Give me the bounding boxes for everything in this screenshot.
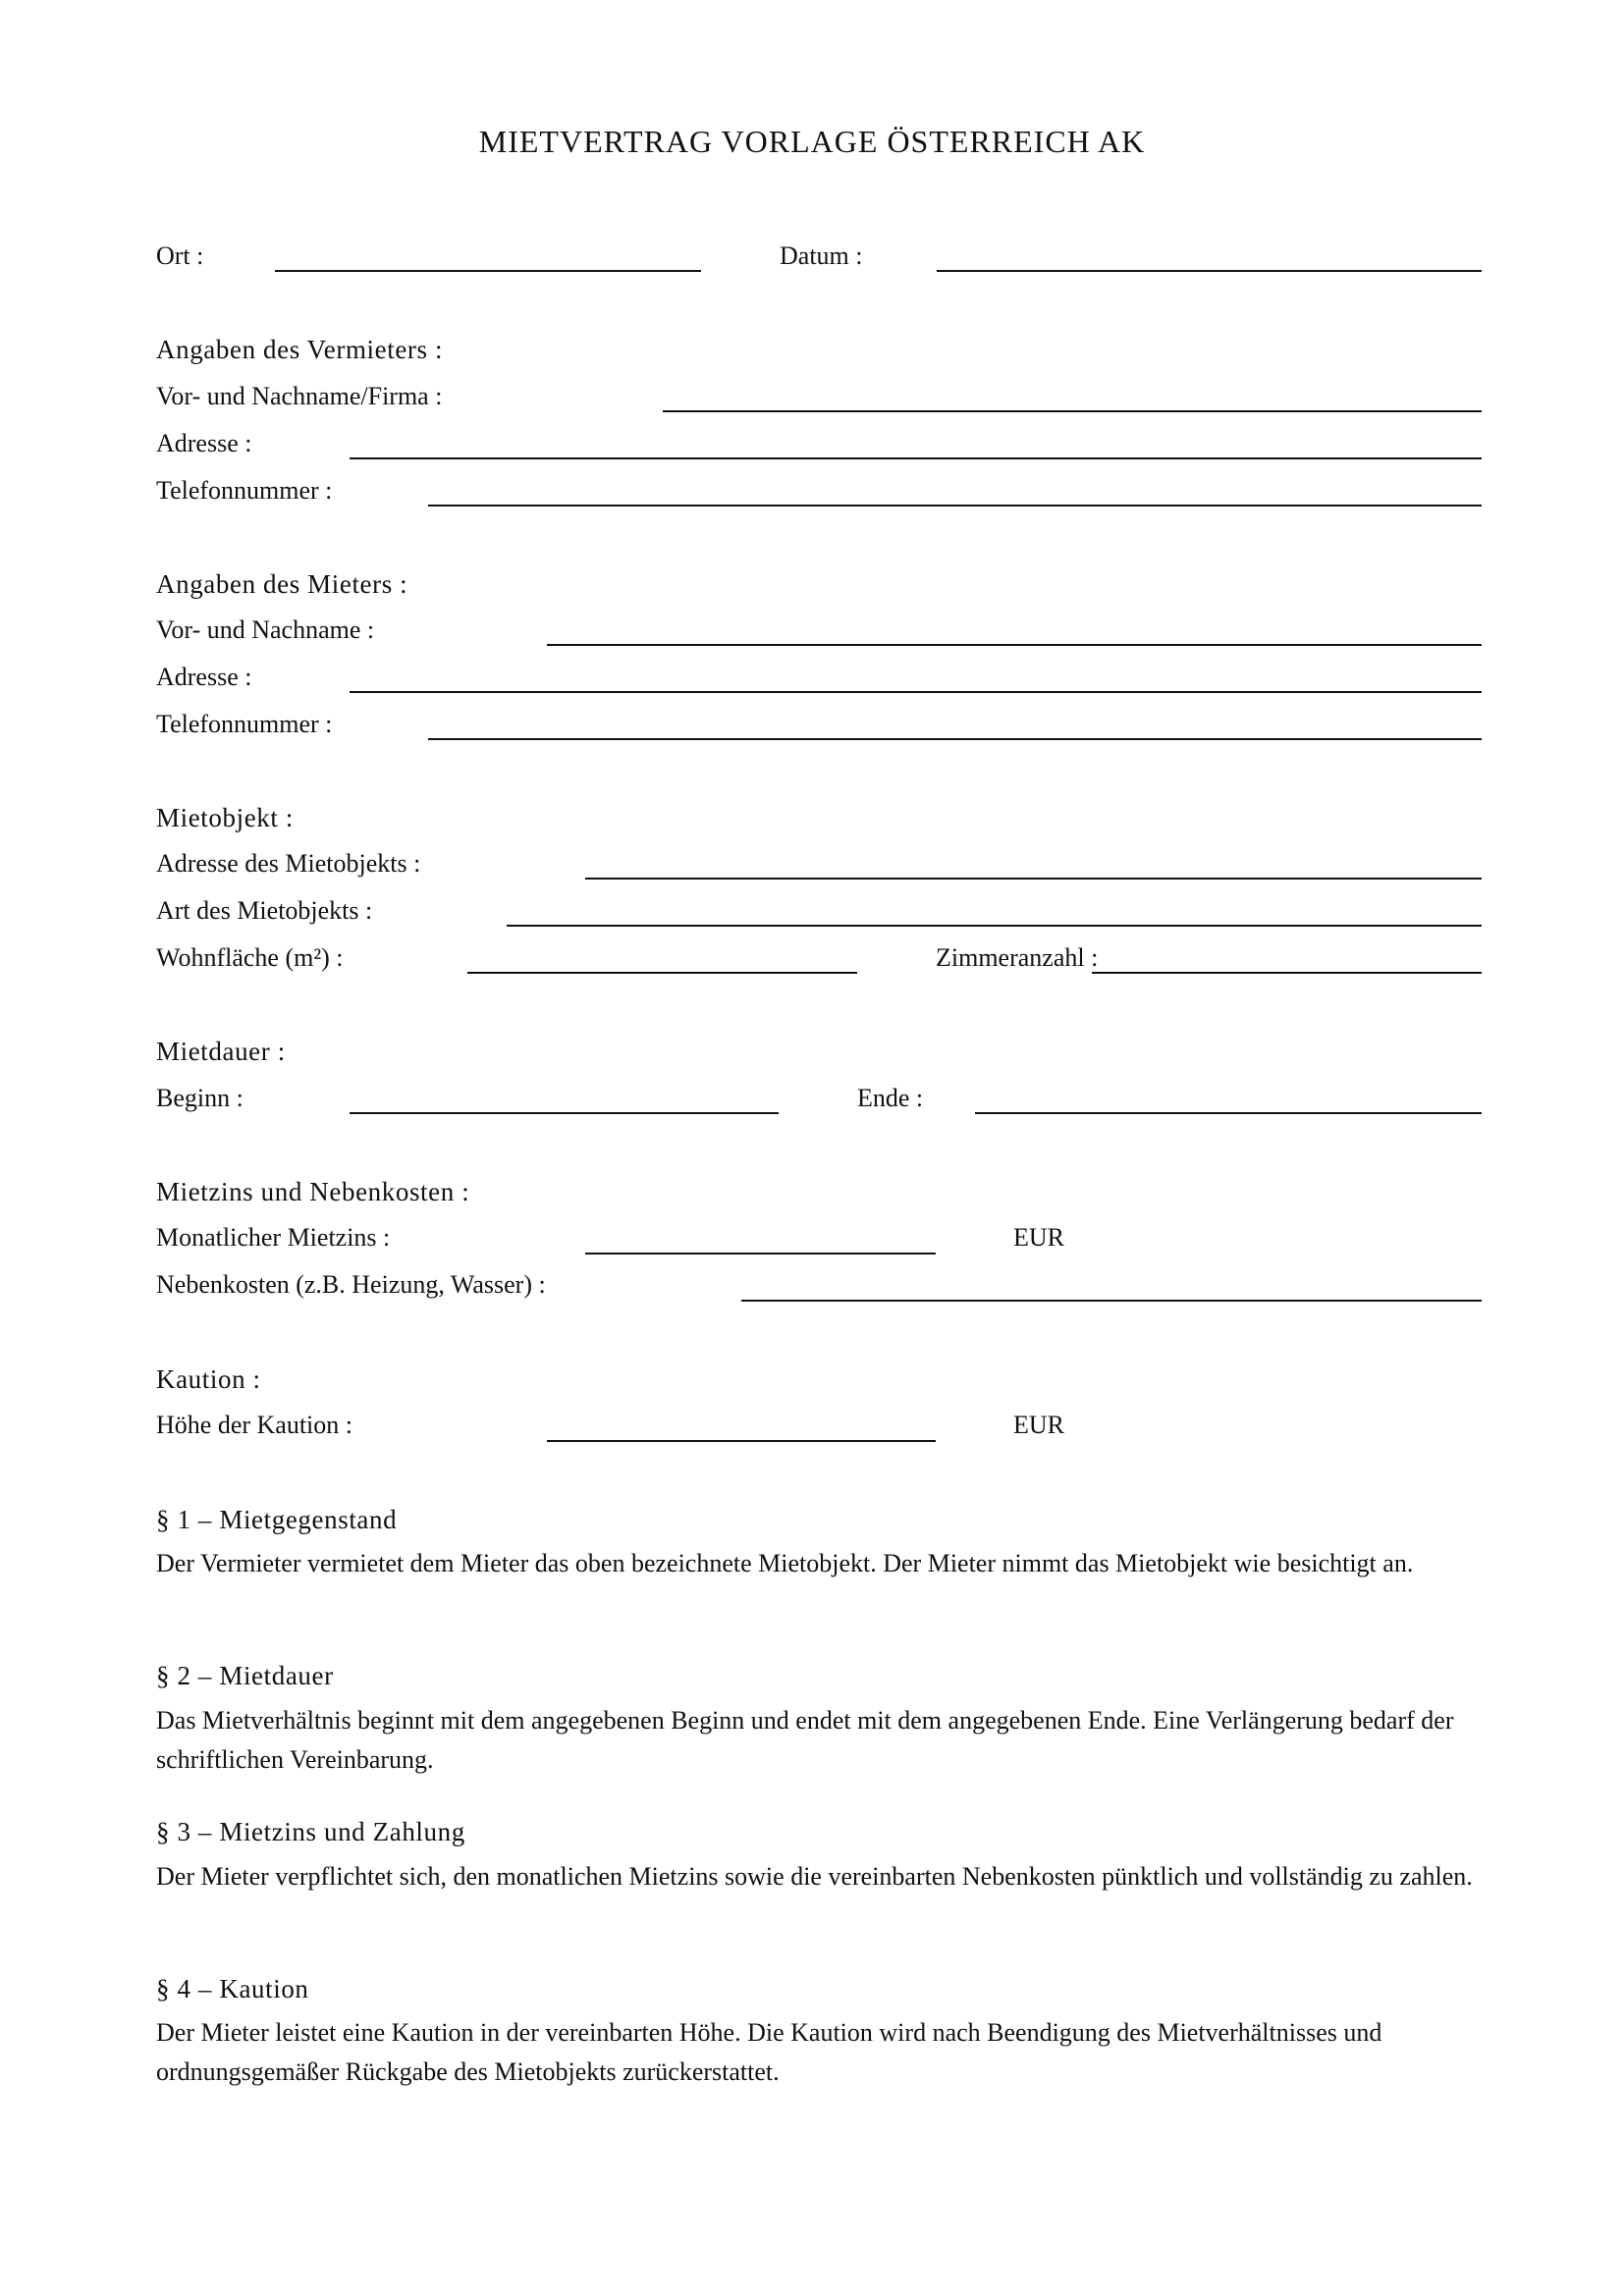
- section-4-heading: § 4 – Kaution: [156, 1974, 309, 2003]
- nebenkosten-field[interactable]: [741, 1300, 1482, 1302]
- kaution-unit: EUR: [1013, 1411, 1064, 1439]
- mietzins-label: Monatlicher Mietzins :: [156, 1223, 391, 1252]
- beginn-field[interactable]: [350, 1112, 779, 1114]
- vermieter-name-field[interactable]: [663, 410, 1482, 412]
- page-title: MIETVERTRAG VORLAGE ÖSTERREICH AK: [478, 124, 1146, 159]
- vermieter-telefon-label: Telefonnummer :: [156, 476, 333, 505]
- mieter-name-field[interactable]: [547, 644, 1482, 646]
- mieter-adresse-label: Adresse :: [156, 663, 252, 691]
- section-1-text: Der Vermieter vermietet dem Mieter das oben bezeichnete Mietobjekt. Der Mieter nimmt das Mietobjekt wie besichtigt an.: [156, 1549, 1414, 1577]
- ort-field[interactable]: [275, 270, 701, 272]
- mieter-telefon-field[interactable]: [428, 738, 1482, 740]
- mietobjekt-art-label: Art des Mietobjekts :: [156, 896, 373, 925]
- section-4-text: Der Mieter leistet eine Kaution in der vereinbarten Höhe. Die Kaution wird nach Beendigung des Mietverhältnisses und ordnungsgemäßer Rückgabe des Mietobjekts zurückerstattet.: [156, 2018, 1382, 2086]
- mieter-telefon-label: Telefonnummer :: [156, 710, 333, 738]
- mietdauer-heading: Mietdauer :: [156, 1037, 286, 1066]
- mietzins-field[interactable]: [585, 1253, 936, 1255]
- vermieter-heading: Angaben des Vermieters :: [156, 335, 444, 364]
- datum-field[interactable]: [937, 270, 1482, 272]
- mieter-adresse-field[interactable]: [350, 691, 1482, 693]
- kaution-hoehe-label: Höhe der Kaution :: [156, 1411, 353, 1439]
- mietzins-unit: EUR: [1013, 1223, 1064, 1252]
- kosten-heading: Mietzins und Nebenkosten :: [156, 1177, 470, 1206]
- mietobjekt-heading: Mietobjekt :: [156, 803, 294, 832]
- mieter-name-label: Vor- und Nachname :: [156, 615, 375, 644]
- beginn-label: Beginn :: [156, 1084, 244, 1112]
- section-2-text: Das Mietverhältnis beginnt mit dem angegebenen Beginn und endet mit dem angegebenen Ende. Eine Verlängerung bedarf der schriftlichen Vereinbarung.: [156, 1706, 1454, 1774]
- kaution-heading: Kaution :: [156, 1364, 261, 1394]
- section-3-heading: § 3 – Mietzins und Zahlung: [156, 1817, 465, 1846]
- mietobjekt-adresse-label: Adresse des Mietobjekts :: [156, 849, 421, 878]
- datum-label: Datum :: [780, 241, 863, 270]
- ende-field[interactable]: [975, 1112, 1482, 1114]
- zimmeranzahl-label: Zimmeranzahl :: [936, 943, 1099, 972]
- wohnflaeche-label: Wohnfläche (m²) :: [156, 943, 344, 972]
- mietobjekt-adresse-field[interactable]: [585, 878, 1482, 880]
- kaution-hoehe-field[interactable]: [547, 1440, 936, 1442]
- ende-label: Ende :: [857, 1084, 924, 1112]
- vermieter-telefon-field[interactable]: [428, 505, 1482, 507]
- zimmeranzahl-field[interactable]: [1092, 972, 1482, 974]
- section-1-heading: § 1 – Mietgegenstand: [156, 1505, 398, 1534]
- mietobjekt-art-field[interactable]: [507, 925, 1482, 927]
- ort-label: Ort :: [156, 241, 204, 270]
- mieter-heading: Angaben des Mieters :: [156, 569, 408, 599]
- vermieter-adresse-label: Adresse :: [156, 429, 252, 457]
- nebenkosten-label: Nebenkosten (z.B. Heizung, Wasser) :: [156, 1270, 546, 1299]
- vermieter-adresse-field[interactable]: [350, 457, 1482, 459]
- wohnflaeche-field[interactable]: [467, 972, 857, 974]
- vermieter-name-label: Vor- und Nachname/Firma :: [156, 382, 443, 410]
- section-2-heading: § 2 – Mietdauer: [156, 1661, 334, 1690]
- section-3-text: Der Mieter verpflichtet sich, den monatlichen Mietzins sowie die vereinbarten Nebenkosten pünktlich und vollständig zu zahlen.: [156, 1862, 1473, 1891]
